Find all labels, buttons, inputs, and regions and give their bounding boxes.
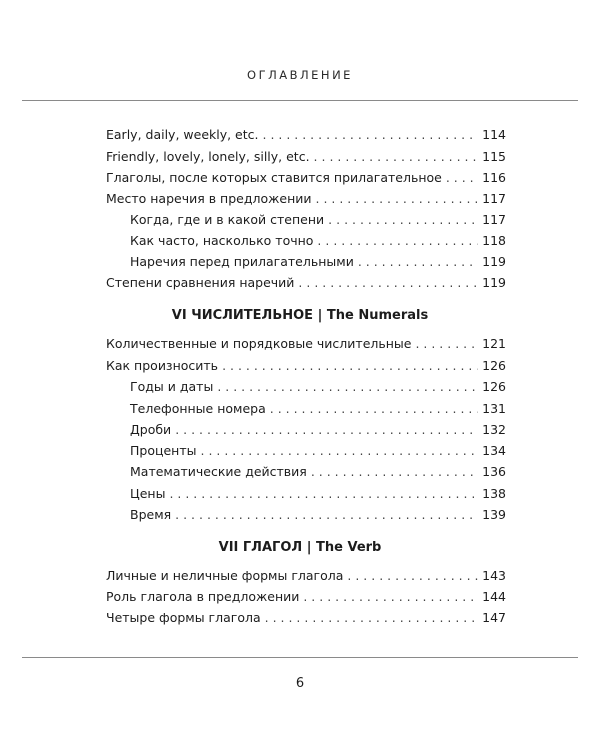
toc-entry[interactable] (106, 167, 506, 189)
toc-entry-page: 117 (482, 191, 506, 206)
toc-subentry[interactable] (130, 209, 506, 231)
toc-subentry[interactable] (130, 419, 506, 441)
toc-subentry[interactable] (130, 483, 506, 505)
leader-dots (201, 440, 479, 462)
toc-entry-page: 131 (482, 401, 506, 416)
toc-subentry[interactable] (130, 504, 506, 526)
toc-entry-page: 147 (482, 610, 506, 625)
toc-entry-page: 115 (482, 149, 506, 164)
leader-dots (328, 209, 478, 231)
toc-entry[interactable] (106, 146, 506, 168)
leader-dots (317, 230, 478, 252)
toc-entry-page: 117 (482, 212, 506, 227)
toc-entry-label: Проценты (130, 443, 197, 458)
toc-entry-label: Роль глагола в предложении (106, 589, 300, 604)
toc-entry-page: 114 (482, 127, 506, 142)
toc-entry-label: Личные и неличные формы глагола (106, 568, 344, 583)
toc-entry-page: 132 (482, 422, 506, 437)
toc-entry-page: 126 (482, 358, 506, 373)
toc-entry-label: Годы и даты (130, 379, 214, 394)
toc-entry[interactable] (106, 565, 506, 587)
toc-entry-label: Место наречия в предложении (106, 191, 312, 206)
toc-subentry[interactable] (130, 251, 506, 273)
page-header-title: ОГЛАВЛЕНИЕ (247, 68, 353, 82)
toc-entry-label: Когда, где и в какой степени (130, 212, 325, 227)
toc-entry[interactable] (106, 333, 506, 355)
toc-entry-page: 119 (482, 254, 506, 269)
page-number: 6 (295, 676, 305, 691)
toc-entry-page: 118 (482, 233, 506, 248)
leader-dots (298, 272, 478, 294)
section-heading-ru: VII ГЛАГОЛ (218, 540, 303, 555)
toc-subentry[interactable] (130, 398, 506, 420)
toc-entry[interactable] (106, 124, 506, 146)
section-heading-numerals[interactable] (0, 308, 600, 323)
leader-dots (358, 251, 478, 273)
toc-entry-label: Friendly, lovely, lonely, silly, etc. (106, 149, 310, 164)
toc-entry-label: Математические действия (130, 464, 307, 479)
leader-dots (222, 355, 478, 377)
toc-entry-label: Время (130, 507, 172, 522)
toc-entry-page: 116 (482, 170, 506, 185)
toc-entry-label: Дроби (130, 422, 172, 437)
toc-subentry[interactable] (130, 376, 506, 398)
leader-dots (303, 586, 478, 608)
toc-entry-page: 139 (482, 507, 506, 522)
toc-entry-page: 119 (482, 275, 506, 290)
leader-dots (314, 146, 479, 168)
toc-subentry[interactable] (130, 230, 506, 252)
leader-dots (265, 607, 479, 629)
section-heading-separator: | (306, 540, 312, 555)
leader-dots (263, 124, 479, 146)
toc-subentry[interactable] (130, 440, 506, 462)
toc-entry-label: Как часто, насколько точно (130, 233, 314, 248)
toc-entry-page: 134 (482, 443, 506, 458)
section-heading-en: The Verb (316, 540, 382, 555)
toc-entry-label: Четыре формы глагола (106, 610, 261, 625)
leader-dots (169, 483, 478, 505)
toc-entry-label: Наречия перед прилагательными (130, 254, 354, 269)
toc-entry-page: 121 (482, 336, 506, 351)
toc-entry[interactable] (106, 607, 506, 629)
toc-entry-label: Early, daily, weekly, etc. (106, 127, 259, 142)
toc-entry-page: 144 (482, 589, 506, 604)
toc-entry[interactable] (106, 355, 506, 377)
toc-entry-label: Степени сравнения наречий (106, 275, 295, 290)
toc-subentry[interactable] (130, 461, 506, 483)
toc-entry-label: Цены (130, 486, 166, 501)
leader-dots (270, 398, 478, 420)
leader-dots (446, 167, 478, 189)
toc-entry[interactable] (106, 188, 506, 210)
section-heading-en: The Numerals (326, 308, 429, 323)
leader-dots (175, 504, 478, 526)
toc-entry-label: Глаголы, после которых ставится прилагательное (106, 170, 442, 185)
section-heading-separator: | (317, 308, 323, 323)
leader-dots (347, 565, 478, 587)
leader-dots (175, 419, 478, 441)
section-heading-ru: VI ЧИСЛИТЕЛЬНОЕ (171, 308, 314, 323)
toc-entry-page: 143 (482, 568, 506, 583)
toc-entry-label: Телефонные номера (130, 401, 266, 416)
toc-entry-page: 138 (482, 486, 506, 501)
toc-entry[interactable] (106, 272, 506, 294)
section-heading-verb[interactable] (0, 540, 600, 555)
toc-entry-label: Как произносить (106, 358, 219, 373)
leader-dots (415, 333, 478, 355)
toc-entry-label: Количественные и порядковые числительные (106, 336, 412, 351)
leader-dots (311, 461, 478, 483)
footer-divider (22, 657, 578, 658)
toc-entry-page: 136 (482, 464, 506, 479)
leader-dots (316, 188, 479, 210)
toc-entry[interactable] (106, 586, 506, 608)
leader-dots (217, 376, 478, 398)
header-divider (22, 100, 578, 101)
toc-entry-page: 126 (482, 379, 506, 394)
